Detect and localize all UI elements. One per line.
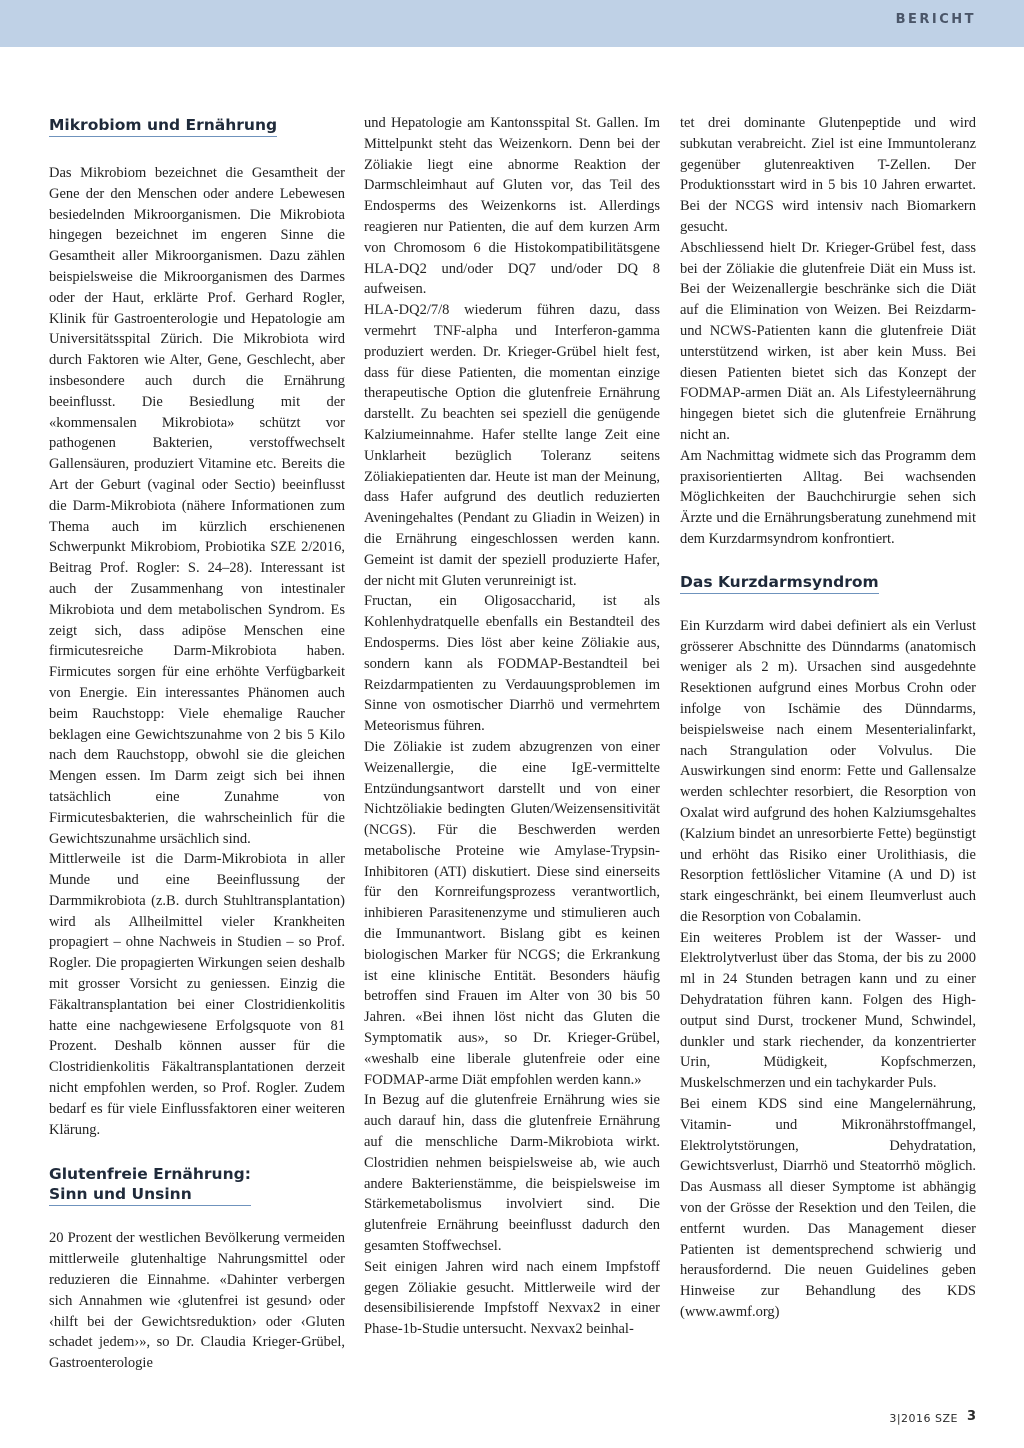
- paragraph: tet drei dominante Glutenpeptide und wird subkutan verabreicht. Ziel ist eine Immuntoleranz gegenüber glutenreaktiven T-Zellen. Der Produktionsstart wird in 5 bis 10 Jahren erwartet. Bei der NCGS wird intensiv nach Biomarkern gesucht.: [680, 115, 976, 235]
- paragraph: Ein weiteres Problem ist der Wasser- und Elektrolytverlust über das Stoma, der bis zu 2000 ml in 24 Stunden betragen kann und zu einer Dehydratation führen kann. Folgen des High-output sind Durst, trockener Mund, Schwindel, dunkler und stark riechender, da konzentrierter Urin, Müdigkeit, Kopfschmerzen, Muskelschmerzen und ein tachykarder Puls.: [680, 929, 976, 1092]
- section-tag: BERICHT: [895, 12, 976, 27]
- heading-glutenfrei: [49, 1164, 251, 1206]
- paragraph: Das Mikrobiom bezeichnet die Gesamtheit der Gene der den Menschen oder andere Lebewesen besiedelnden Mikroorganismen. Die Mikrobiota hingegen bezeichnet im engeren Sinne die Gesamtheit aller Mikroorganismen. Dazu zählen beispielsweise die Mikroorganismen des Darmes oder der Haut, erklärte Prof. Gerhard Rogler, Klinik für Gastroenterologie und Hepatologie am Universitätsspital Zürich. Die Mikrobiota wird durch Faktoren wie Alter, Gene, Geschlecht, aber insbesondere auch durch die Ernährung beeinflusst. Die Besiedlung mit der «kommensalen Mikrobiota» schützt vor pathogenen Bakterien, verstoffwechselt Gallensäuren, produziert Vitamine etc. Bereits die Art der Geburt (vaginal oder Sectio) beeinflusst die Darm-Mikrobiota (nähere Informationen zum Thema auch im kürzlich erschienenen Schwerpunkt Mikrobiom, Probiotika SZE 2/2016, Beitrag Prof. Rogler: S. 24–28). Interessant ist auch der Zusammenhang von intestinaler Mikrobiota und dem metabolischen Syndrom. Es zeigt sich, dass adipöse Menschen eine firmicutesreiche Darm-Mikrobiota haben. Firmicutes sorgen für eine erhöhte Verfügbarkeit von Energie. Ein interessantes Phänomen auch beim Rauchstopp: Viele ehemalige Raucher beklagen eine Gewichtszunahme von 2 bis 5 Kilo nach dem Rauchstopp, obwohl sie die gleichen Mengen essen. Im Darm zeigt sich bei ihnen tatsächlich eine Zunahme von Firmicutesbakterien, die wahrscheinlich für die Gewichtszunahme ursächlich sind.: [49, 165, 345, 847]
- heading-mikrobiom: Mikrobiom und Ernährung: [49, 115, 277, 137]
- column-2: [364, 113, 660, 1340]
- heading-glutenfrei-line2: Sinn und Unsinn: [49, 1185, 192, 1204]
- paragraph: In Bezug auf die glutenfreie Ernährung wies sie auch darauf hin, dass die glutenfreie Ernährung auf die menschliche Darm-Mikrobiota wirkt. Clostridien nehmen beispielsweise ab, wie auch andere Bakterienstämme, die beispielsweise im Stärkemetabolismus involviert sind. Die glutenfreie Ernährung beeinflusst dadurch den gesamten Stoffwechsel.: [364, 1092, 660, 1255]
- paragraph: Fructan, ein Oligosaccharid, ist als Kohlenhydratquelle ebenfalls ein Bestandteil des Endosperms. Dies löst aber keine Zöliakie aus, sondern kann als FODMAP-Bestandteil bei Reizdarmpatienten zu Verdauungsproblemen im Sinne von osmotischer Diarrhö und vermehrtem Meteorismus führen.: [364, 593, 660, 735]
- heading-kurzdarmsyndrom: Das Kurzdarmsyndrom: [680, 572, 879, 594]
- paragraph: Die Zöliakie ist zudem abzugrenzen von einer Weizenallergie, die eine IgE-vermittelte Entzündungsantwort darstellt und von einer Nichtzöliakie bedingten Gluten/Weizensensitivität (NCGS). Für die Beschwerden werden metabolische Proteine wie Amylase-Trypsin-Inhibitoren (ATI) diskutiert. Diese sind einerseits für den Kornreifungsprozess verantwortlich, inhibieren Parasitenenzyme und stimulieren auch die Immunantwort. Bislang gibt es keinen biologischen Marker für NCGS; die Erkrankung ist eine klinische Entität. Besonders häufig betroffen sind Frauen im Alter von 30 bis 50 Jahren. «Bei ihnen löst nicht das Gluten die Symptomatik aus», so Dr. Krieger-Grübel, «weshalb eine liberale glutenfreie oder eine FODMAP-arme Diät empfohlen werden kann.»: [364, 738, 660, 1088]
- paragraph: 20 Prozent der westlichen Bevölkerung vermeiden mittlerweile glutenhaltige Nahrungsmittel oder reduzieren die Einnahme. «Dahinter verbergen sich Annahmen wie ‹glutenfrei ist gesund› oder ‹hilft bei der Gewichtsreduktion› oder ‹Gluten schadet jedem›», so Dr. Claudia Krieger-Grübel, Gastroenterologie: [49, 1230, 345, 1372]
- paragraph: Abschliessend hielt Dr. Krieger-Grübel fest, dass bei der Zöliakie die glutenfreie Diät ein Muss ist. Bei der Weizenallergie beschränke sich die Diät auf die Elimination von Weizen. Bei Reizdarm- und NCWS-Patienten kann die glutenfreie Diät unterstützend wirken, ist aber kein Muss. Bei diesen Patienten bietet sich das Konzept der FODMAP-armen Diät an. Als Lifestyleernährung hingegen bietet sich die glutenfreie Ernährung nicht an.: [680, 239, 976, 443]
- paragraph: HLA-DQ2/7/8 wiederum führen dazu, dass vermehrt TNF-alpha und Interferon-gamma produziert werden. Dr. Krieger-Grübel hielt fest, dass für diese Patienten, die momentan einzige therapeutische Option die glutenfreie Ernährung darstellt. Zu beachten sei speziell die genügende Kalziumeinnahme. Hafer stellte lange Zeit eine Unklarheit bezüglich Toleranz seitens Zöliakiepatienten dar. Heute ist man der Meinung, dass Hafer aufgrund des deutlich reduzierten Aveningehaltes (Pendant zu Gliadin in Weizen) in die Ernährung eingeschlossen werden kann. Gemeint ist damit der speziell produzierte Hafer, der nicht mit Gluten verunreinigt ist.: [364, 302, 660, 589]
- paragraph: Ein Kurzdarm wird dabei definiert als ein Verlust grösserer Abschnitte des Dünndarms (anatomisch weniger als 2 m). Ursachen sind ausgedehnte Resektionen aufgrund eines Morbus Crohn oder infolge von Ischämie des Dünndarms, beispielsweise nach einem Mesenterialinfarkt, nach Strangulation oder Volvulus. Die Auswirkungen sind enorm: Fette und Gallensalze werden schlechter resorbiert, die Resorption von Oxalat wird aufgrund des hohen Kalziumsgehaltes (Kalzium bindet an unresorbierte Fette) begünstigt und erhöht das Risiko einer Urolithiasis, die Resorption fettlöslicher Vitamine (A und D) ist stark eingeschränkt, bei einem Ileumverlust auch die Resorption von Cobalamin.: [680, 617, 976, 925]
- heading-glutenfrei-line1: Glutenfreie Ernährung:: [49, 1165, 251, 1184]
- paragraph: und Hepatologie am Kantonsspital St. Gallen. Im Mittelpunkt steht das Weizenkorn. Denn bei der Zöliakie liegt eine abnorme Reaktion der Darmschleimhaut auf Gluten vor, das Teil des Endosperms des Weizenkorns ist. Allerdings reagieren nur Patienten, die auf dem kurzen Arm von Chromosom 6 die Histokompatibilitätsgene HLA-DQ2 und/oder DQ7 und/oder DQ 8 aufweisen.: [364, 115, 660, 298]
- paragraph: Mittlerweile ist die Darm-Mikrobiota in aller Munde und eine Beeinflussung der Darmmikrobiota (z.B. durch Stuhltransplantation) wird als Allheilmittel vieler Krankheiten propagiert – ohne Nachweis in Studien – so Prof. Rogler. Die propagierten Wirkungen seien deshalb mit grosser Vorsicht zu geniessen. Einzig die Fäkaltransplantation bei einer Clostridienkolitis hatte eine nachgewiesene Erfolgsquote von 81 Prozent. Deshalb können ausser für die Clostridienkolitis Fäkaltransplantationen derzeit nicht empfohlen werden, so Prof. Rogler. Zudem bedarf es für viele Einflussfaktoren einer weiteren Klärung.: [49, 851, 345, 1138]
- column-3: [680, 113, 976, 1323]
- page-number: 3: [966, 1409, 976, 1424]
- header-bar: [0, 0, 1024, 47]
- paragraph: Seit einigen Jahren wird nach einem Impfstoff gegen Zöliakie gesucht. Mittlerweile wird der desensibilisierende Impfstoff Nexvax2 in einer Phase-1b-Studie untersucht. Nexvax2 beinhal-: [364, 1258, 660, 1338]
- paragraph: Am Nachmittag widmete sich das Programm dem praxisorientierten Alltag. Bei wachsenden Möglichkeiten der Bauchchirurgie sehen sich Ärzte und die Ernährungsberatung zunehmend mit dem Kurzdarmsyndrom konfrontiert.: [680, 447, 976, 547]
- column-1: [49, 113, 345, 1374]
- paragraph: Bei einem KDS sind eine Mangelernährung, Vitamin- und Mikronährstoffmangel, Elektrolytstörungen, Dehydratation, Gewichtsverlust, Diarrhö und Steatorrhö möglich. Das Ausmass all dieser Symptome ist abhängig von der Grösse der Resektion und den Teilen, die entfernt wurden. Das Management dieser Patienten ist dementsprechend schwierig und herausfordernd. Die neuen Guidelines geben Hinweise zur Behandlung des KDS (www.awmf.org): [680, 1096, 976, 1321]
- issue-label: 3|2016 SZE: [889, 1412, 958, 1425]
